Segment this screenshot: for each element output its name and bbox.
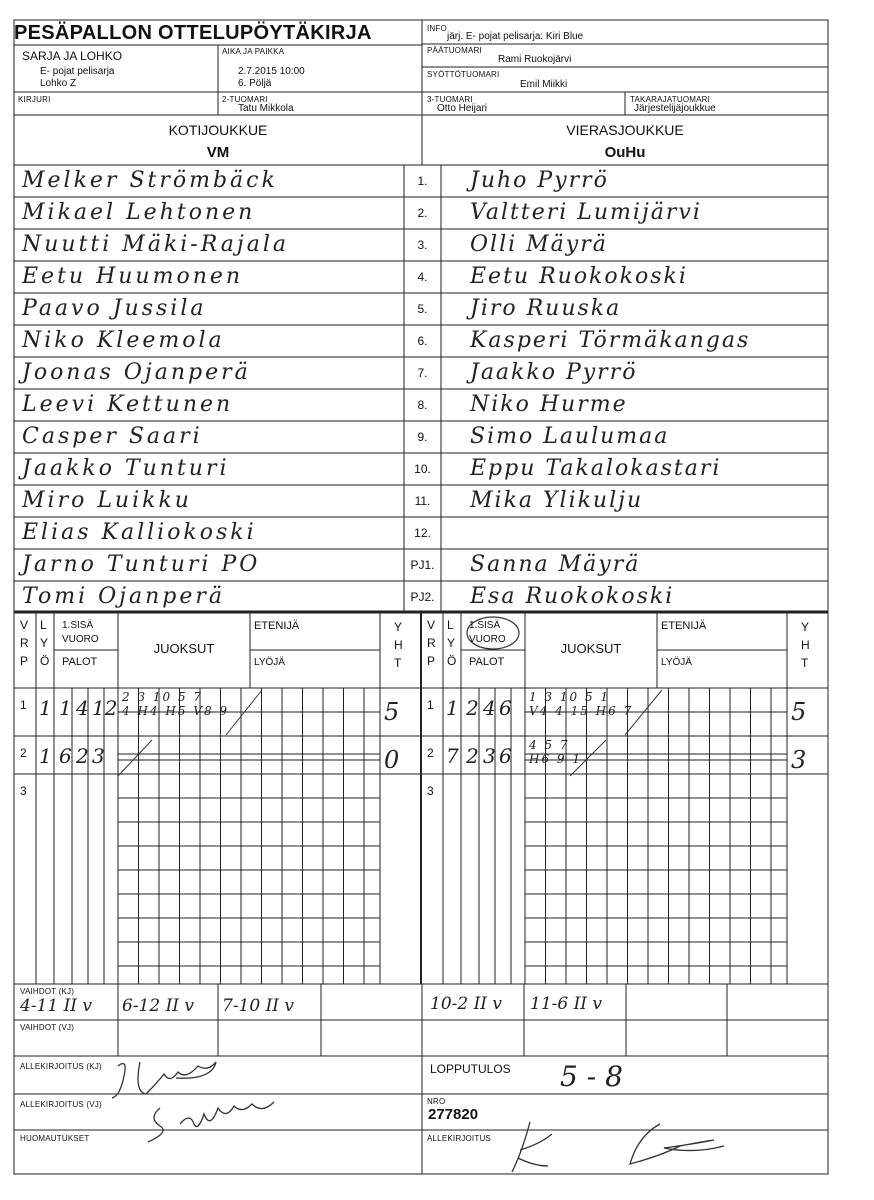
roster-number: 1. [417, 174, 428, 188]
inning-number: 1 [20, 698, 27, 712]
home-player-name: Elias Kalliokoski [22, 520, 257, 545]
takaraja-label: TAKARAJATUOMARI [630, 95, 711, 104]
signature-kj [112, 1062, 216, 1098]
inning-number: 1 [427, 698, 434, 712]
header-yht-t: T [394, 656, 402, 670]
roster-number: 7. [417, 366, 428, 380]
inning-vrp: 7 [446, 744, 459, 768]
signature-vj [148, 1102, 274, 1142]
header-palot: PALOT [469, 656, 505, 668]
header-l: L [447, 618, 454, 632]
home-player-name: Melker Strömbäck [22, 168, 278, 193]
header-vuoro: VUORO [62, 634, 99, 645]
inning-runs-top: 1 3 10 5 1 [529, 690, 611, 704]
info-value: järj. E- pojat pelisarja: Kiri Blue [447, 31, 584, 42]
header-o: Ö [447, 654, 457, 668]
vaihto-kj-2: 6-12 II v [122, 996, 195, 1016]
inning-vrp: 1 [39, 744, 52, 768]
vaihdot-vj-label: VAIHDOT (VJ) [20, 1023, 75, 1032]
inning-vrp: 1 [39, 696, 52, 720]
nro-value: 277820 [428, 1106, 479, 1123]
vaihto-vj-2: 11-6 II v [530, 994, 603, 1014]
aika-value-2: 6. Pöljä [238, 78, 272, 89]
header-v: V [20, 618, 29, 632]
roster-number: 11. [414, 494, 431, 508]
inning-palot-1: 2 [466, 744, 479, 768]
header-p: P [20, 654, 29, 668]
header-r: R [20, 636, 29, 650]
home-player-name: Jarno Tunturi PO [22, 552, 261, 577]
roster-number: PJ2. [410, 590, 435, 604]
roster-number: 12. [414, 526, 431, 540]
home-player-name: Paavo Jussila [22, 296, 207, 321]
header-y: Y [447, 636, 456, 650]
header-juoksut: JUOKSUT [560, 641, 622, 656]
roster-number: 4. [417, 270, 428, 284]
takaraja-value: Järjestelijäjoukkue [634, 103, 716, 114]
syottotuomari-value: Emil Miikki [520, 79, 568, 90]
home-player-name: Jaakko Tunturi [22, 456, 230, 481]
vaihto-vj-1: 10-2 II v [430, 994, 503, 1014]
allekirjoitus-vj-label: ALLEKIRJOITUS (VJ) [20, 1100, 102, 1109]
away-player-name: Mika Ylikulju [470, 488, 644, 513]
away-player-name: Kasperi Törmäkangas [470, 328, 751, 353]
header-yht-h: H [801, 638, 810, 652]
header-yht-y: Y [801, 620, 810, 634]
header-yht-t: T [801, 656, 809, 670]
home-player-name: Leevi Kettunen [22, 392, 234, 417]
away-player-name: Eetu Ruokokoski [470, 264, 688, 289]
roster-number: 6. [417, 334, 428, 348]
inning-palot-3: 6 [499, 696, 512, 720]
header-yht-h: H [394, 638, 403, 652]
header-lyoja: LYÖJÄ [254, 657, 285, 668]
vaihto-kj-3: 7-10 II v [222, 996, 295, 1016]
inning-number: 2 [20, 746, 27, 760]
roster-number: 10. [414, 462, 431, 476]
allekirjoitus-label: ALLEKIRJOITUS [427, 1134, 491, 1143]
header-vuoro: VUORO [469, 634, 506, 645]
home-player-name: Miro Luikku [22, 488, 192, 513]
header-y: Y [40, 636, 49, 650]
kirjuri-label: KIRJURI [18, 95, 51, 104]
inning-palot-1: 2 [466, 696, 479, 720]
away-team-name: OuHu [604, 144, 646, 161]
header-r: R [427, 636, 436, 650]
lopputulos-label: LOPPUTULOS [430, 1062, 511, 1076]
away-player-name: Niko Hurme [470, 392, 628, 417]
paatuomari-label: PÄÄTUOMARI [427, 46, 482, 55]
inning-palot-3: 6 [499, 744, 512, 768]
nro-label: NRO [427, 1097, 446, 1106]
home-player-name: Joonas Ojanperä [22, 360, 251, 385]
inning-palot-3: 12 [92, 696, 118, 720]
roster-number: 2. [417, 206, 428, 220]
aika-label: AIKA JA PAIKKA [222, 47, 285, 56]
away-player-name: Esa Ruokokoski [470, 584, 675, 609]
roster-number: 3. [417, 238, 428, 252]
roster-number: 5. [417, 302, 428, 316]
inning-total: 5 [791, 698, 807, 726]
home-player-name: Tomi Ojanperä [22, 584, 225, 609]
info-label: INFO [427, 24, 447, 33]
away-player-name: Sanna Mäyrä [470, 552, 641, 577]
inning-palot-2: 3 [483, 744, 496, 768]
inning-total: 0 [384, 746, 400, 774]
inning-number: 3 [427, 784, 434, 798]
syottotuomari-label: SYÖTTÖTUOMARI [427, 70, 500, 79]
inning-number: 3 [20, 784, 27, 798]
home-player-name: Casper Saari [22, 424, 203, 449]
tuomari2-label: 2-TUOMARI [222, 95, 268, 104]
inning-vrp: 1 [446, 696, 459, 720]
away-player-name: Jiro Ruuska [470, 296, 622, 321]
inning-total: 3 [791, 746, 807, 774]
away-team-label: VIERASJOUKKUE [566, 122, 684, 138]
sarja-value-1: E- pojat pelisarja [40, 66, 115, 77]
inning-palot-2: 4 [76, 696, 89, 720]
away-player-name: Simo Laulumaa [470, 424, 670, 449]
inning-palot-2: 2 [76, 744, 89, 768]
header-lyoja: LYÖJÄ [661, 657, 692, 668]
roster-number: 9. [417, 430, 428, 444]
inning-palot-2: 4 [483, 696, 496, 720]
tuomari2-value: Tatu Mikkola [238, 103, 294, 114]
away-player-name: Jaakko Pyrrö [470, 360, 638, 385]
inning-runs-bottom: 4 H4 H5 V8 9 [122, 704, 230, 718]
header-v: V [427, 618, 436, 632]
sarja-label: SARJA JA LOHKO [22, 49, 123, 63]
inning-runs-bottom: H6 9 1 [529, 752, 582, 766]
inning-palot-1: 6 [59, 744, 72, 768]
header-p: P [427, 654, 436, 668]
tuomari3-label: 3-TUOMARI [427, 95, 473, 104]
header-juoksut: JUOKSUT [153, 641, 215, 656]
inning-palot-3: 3 [92, 744, 105, 768]
away-player-name: Eppu Takalokastari [470, 456, 722, 481]
inning-total: 5 [384, 698, 400, 726]
home-team-label: KOTIJOUKKUE [168, 122, 268, 138]
roster-number: 8. [417, 398, 428, 412]
inning-number: 2 [427, 746, 434, 760]
header-o: Ö [40, 654, 50, 668]
tuomari3-value: Otto Heijari [437, 103, 488, 114]
home-team-name: VM [206, 144, 230, 161]
header-yht-y: Y [394, 620, 403, 634]
huomautukset-label: HUOMAUTUKSET [20, 1134, 90, 1143]
document-title: PESÄPALLON OTTELUPÖYTÄKIRJA [14, 22, 372, 44]
vaihdot-kj-label: VAIHDOT (KJ) [20, 987, 75, 996]
aika-value-1: 2.7.2015 10:00 [238, 66, 305, 77]
home-player-name: Mikael Lehtonen [22, 200, 256, 225]
inning-runs-bottom: V4 4 15 H6 7 [529, 704, 634, 718]
lopputulos-value: 5 - 8 [560, 1060, 623, 1093]
header-etenija: ETENIJÄ [661, 620, 707, 632]
header-sisa: 1.SISÄ [469, 620, 501, 631]
away-player-name: Valtteri Lumijärvi [470, 200, 702, 225]
home-player-name: Nuutti Mäki-Rajala [22, 232, 290, 257]
inning-palot-1: 1 [59, 696, 72, 720]
header-l: L [40, 618, 47, 632]
allekirjoitus-kj-label: ALLEKIRJOITUS (KJ) [20, 1062, 102, 1071]
header-sisa: 1.SISÄ [62, 620, 94, 631]
away-player-name: Olli Mäyrä [470, 232, 608, 257]
sarja-value-2: Lohko Z [40, 78, 77, 89]
inning-runs-top: 2 3 10 5 7 [122, 690, 204, 704]
vaihto-kj-1: 4-11 II v [20, 996, 93, 1016]
paatuomari-value: Rami Ruokojärvi [498, 54, 572, 65]
away-player-name: Juho Pyrrö [470, 168, 609, 193]
inning-runs-top: 4 5 7 [529, 738, 570, 752]
header-palot: PALOT [62, 656, 98, 668]
header-etenija: ETENIJÄ [254, 620, 300, 632]
home-player-name: Eetu Huumonen [22, 264, 244, 289]
home-player-name: Niko Kleemola [22, 328, 225, 353]
roster-number: PJ1. [410, 558, 435, 572]
